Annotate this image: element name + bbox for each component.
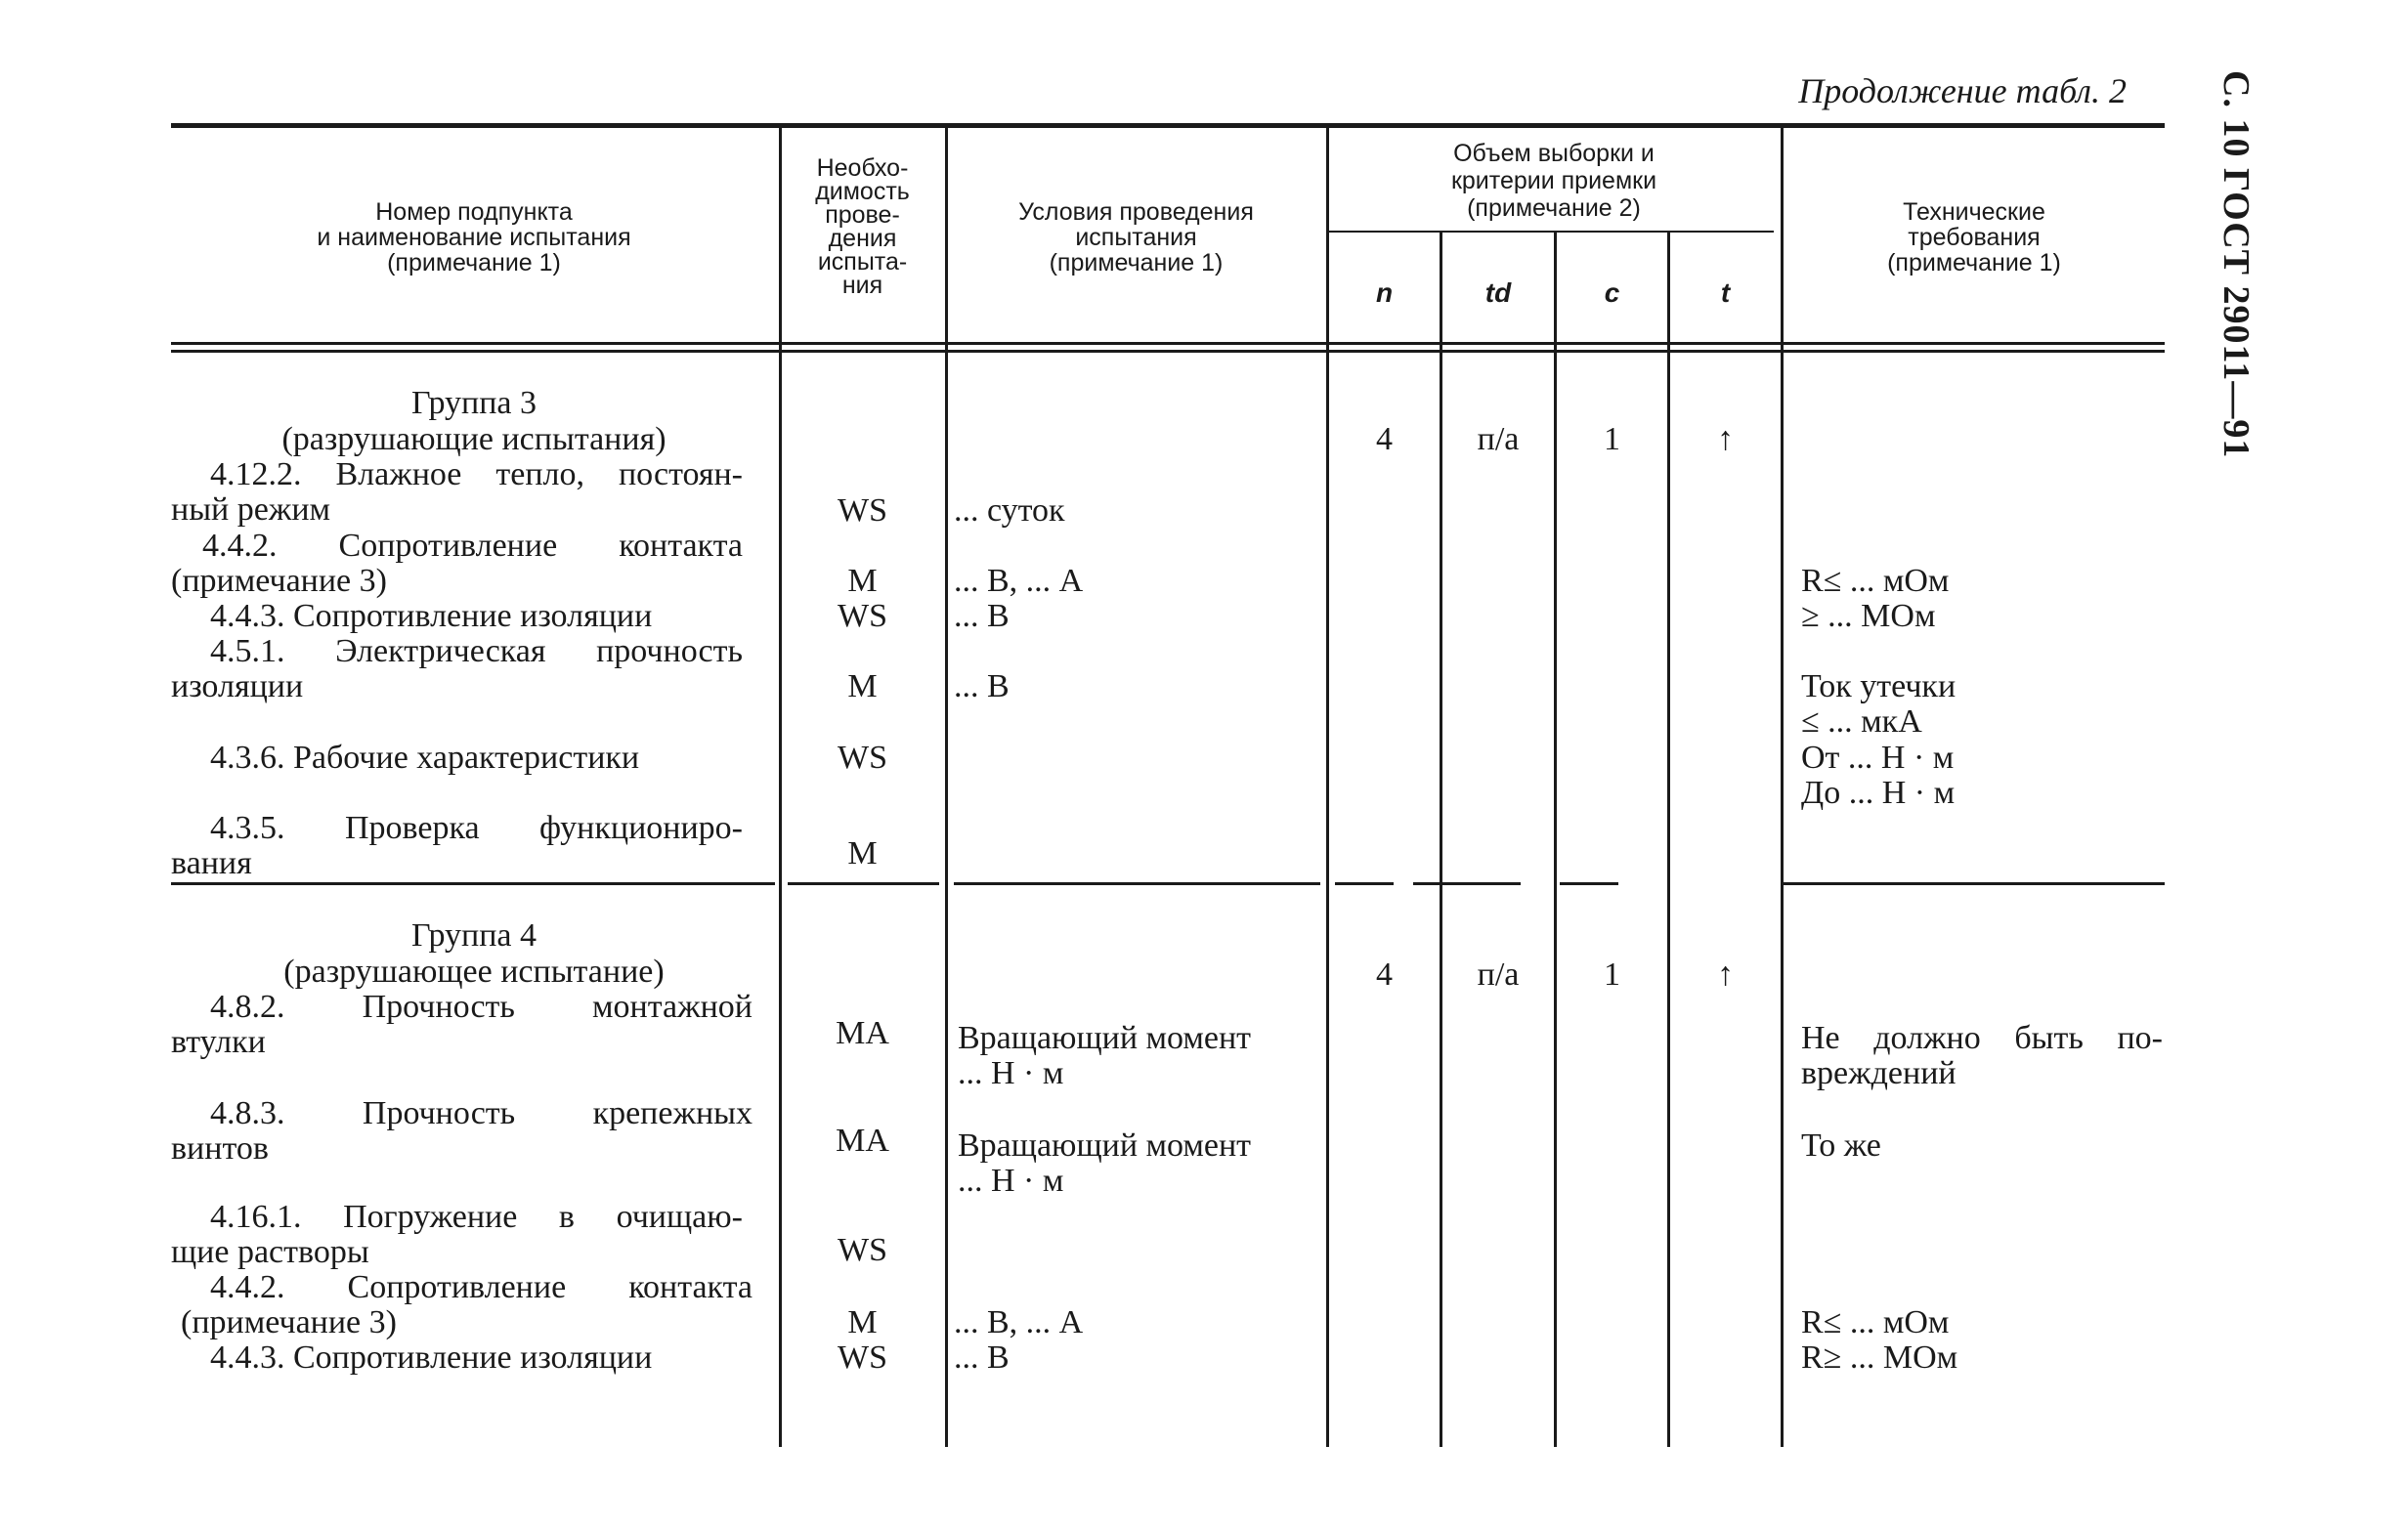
header-requirements: Технические требования (примечание 1) (1887, 198, 2061, 276)
technical-requirement: Не должно быть по- вреждений (1801, 1020, 2163, 1091)
continuation-label: Продолжение табл. 2 (1798, 71, 2127, 110)
group3-td: п/а (1477, 421, 1520, 457)
col-divider (1781, 128, 1784, 1447)
necessity-code: WS (838, 1339, 887, 1376)
test-name: 4.8.2. Прочность монтажной втулки (171, 989, 752, 1060)
group4-t-arrow-icon: ↑ (1717, 956, 1734, 993)
necessity-code: M (847, 563, 878, 599)
table-top-rule (171, 123, 2165, 128)
group3-title: Группа 3 (410, 385, 538, 421)
test-name: 4.12.2. Влажное тепло, постоян- ный режим (171, 456, 743, 528)
page-side-label (2215, 70, 2258, 481)
technical-requirement: R≤ ... мОм (1801, 1304, 1950, 1340)
header-bottom-rule-2 (171, 350, 2165, 353)
group-separator (788, 882, 939, 885)
group-separator (171, 882, 775, 885)
col-divider (1554, 233, 1557, 1447)
necessity-code: WS (838, 1232, 887, 1268)
necessity-code: M (847, 835, 878, 871)
test-condition: Вращающий момент ... Н · м (958, 1020, 1252, 1091)
group4-n: 4 (1376, 956, 1393, 993)
group3-c: 1 (1604, 421, 1620, 457)
technical-requirement: R≥ ... МОм (1801, 1339, 1958, 1376)
necessity-code: WS (838, 492, 887, 529)
group4-subtitle: (разрушающее испытание) (283, 954, 665, 990)
test-name: 4.4.3. Сопротивление изоляции (210, 598, 653, 634)
group4-td: п/а (1477, 956, 1520, 993)
col-divider (945, 128, 948, 1447)
col-divider (1440, 233, 1442, 1447)
test-condition: ... В (954, 598, 1010, 634)
header-necessity: Необхо- димость прове- дения испыта- ния (815, 154, 910, 299)
test-name: 4.3.6. Рабочие характеристики (210, 740, 640, 776)
group3-t-arrow-icon: ↑ (1717, 421, 1734, 457)
header-conditions: Условия проведения испытания (примечание 1) (1018, 198, 1254, 276)
test-condition: Вращающий момент ... Н · м (958, 1127, 1252, 1199)
test-condition: ... В, ... А (954, 563, 1084, 599)
col-divider (1326, 128, 1329, 1447)
col-divider (1667, 233, 1670, 1447)
technical-requirement: Ток утечки ≤ ... мкА (1801, 668, 1956, 740)
header-n: n (1375, 277, 1394, 308)
test-condition: ... суток (954, 492, 1065, 529)
technical-requirement: R≤ ... мОм (1801, 563, 1950, 599)
header-t: t (1720, 277, 1731, 308)
header-sample-size: Объем выборки и критерии приемки (примечание 2) (1450, 140, 1657, 222)
technical-requirement: То же (1801, 1127, 1881, 1164)
necessity-code: MA (836, 1123, 889, 1159)
group-separator (1560, 882, 1618, 885)
group-separator (954, 882, 1320, 885)
header-test-name: Номер подпункта и наименование испытания (примечание 1) (317, 198, 631, 276)
group3-n: 4 (1376, 421, 1393, 457)
technical-requirement: От ... Н · м До ... Н · м (1801, 740, 1956, 811)
group-separator (1782, 882, 2165, 885)
sample-header-rule (1329, 231, 1774, 233)
test-name: 4.4.3. Сопротивление изоляции (210, 1339, 653, 1376)
test-condition: ... В (954, 1339, 1010, 1376)
header-bottom-rule-1 (171, 342, 2165, 345)
test-condition: ... В (954, 668, 1010, 704)
header-td: td (1484, 277, 1512, 308)
group3-subtitle: (разрушающие испытания) (281, 421, 666, 457)
necessity-code: M (847, 1304, 878, 1340)
test-condition: ... В, ... А (954, 1304, 1084, 1340)
necessity-code: M (847, 668, 878, 704)
test-name: 4.3.5. Проверка функциониро- вания (171, 810, 743, 881)
test-name: 4.4.2. Сопротивление контакта (примечание 3) (181, 1269, 752, 1340)
necessity-code: WS (838, 598, 887, 634)
test-name: 4.5.1. Электрическая прочность изоляции (171, 633, 743, 704)
necessity-code: MA (836, 1015, 889, 1051)
group-separator (1413, 882, 1521, 885)
standard-number: С. 10 ГОСТ 29011—91 (2215, 70, 2257, 459)
group-separator (1335, 882, 1394, 885)
header-c: c (1604, 277, 1620, 308)
group4-title: Группа 4 (410, 917, 538, 954)
necessity-code: WS (838, 740, 887, 776)
test-name: 4.4.2. Сопротивление контакта (примечание 3) (171, 528, 743, 599)
technical-requirement: ≥ ... МОм (1801, 598, 1936, 634)
group4-c: 1 (1604, 956, 1620, 993)
test-name: 4.16.1. Погружение в очищаю- щие растворы (171, 1199, 743, 1270)
test-name: 4.8.3. Прочность крепежных винтов (171, 1095, 752, 1167)
